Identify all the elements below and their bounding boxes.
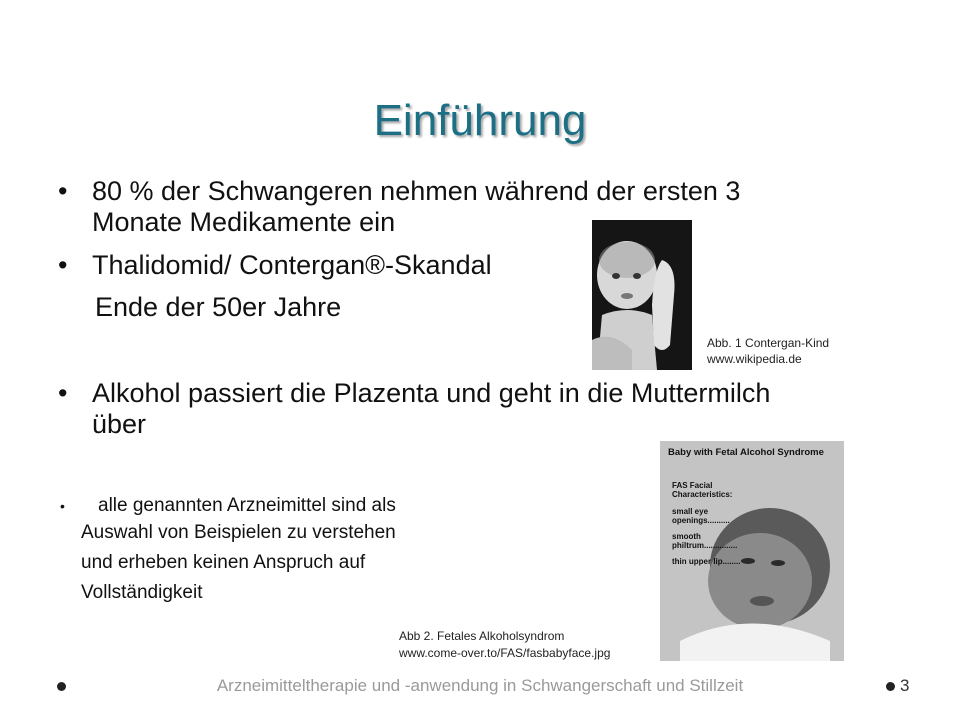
figure1-caption-title: Abb. 1 Contergan-Kind [707,336,830,350]
bullet-medication-stat [58,176,918,242]
small-bullet-continuation: Auswahl von Beispielen zu verstehen [81,522,396,543]
contergan-child-image [592,220,692,370]
bullet-text-line: über [92,409,147,439]
small-bullet-continuation: und erheben keinen Anspruch auf [81,552,366,573]
bullet-alcohol [58,378,918,444]
bullet-marker: • [58,378,68,408]
contergan-child-photo [592,220,692,370]
fas-image-label: Characteristics: [672,490,733,499]
figure1-caption-source: www.wikipedia.de [707,352,802,366]
bullet-marker: • [58,176,68,206]
bullet-text-line: Monate Medikamente ein [92,207,396,237]
figure2-caption [399,628,610,662]
bullet-text-line: Thalidomid/ Contergan®-Skandal [92,250,492,280]
small-bullet-continuation: Vollständigkeit [81,582,203,603]
bullet-text-line: 80 % der Schwangeren nehmen während der ersten 3 [92,176,741,206]
fas-image-header: Baby with Fetal Alcohol Syndrome [668,447,824,458]
slide-footer: Arzneimitteltherapie und -anwendung in Schwangerschaft und Stillzeit [216,676,744,695]
bullet-text-line: Alkohol passiert die Plazenta und geht in die Muttermilch [92,378,771,408]
figure2-caption-source: www.come-over.to/FAS/fasbabyface.jpg [399,646,611,660]
bullet-thalidomide [58,250,618,284]
footer-dot-left [57,682,66,691]
fas-image-label: small eye [672,507,709,516]
fas-image-label: openings.......... [672,516,730,525]
fas-image-label: philtrum............... [672,541,738,550]
fas-baby-photo [660,441,844,661]
figure1-caption [707,335,829,367]
fas-image-label: FAS Facial [672,481,713,490]
plain-text-line: Ende der 50er Jahre [95,292,342,322]
fas-baby-image [660,441,844,661]
bullet-marker: • [60,498,65,514]
footer-dot-right [886,682,895,691]
fas-image-label: smooth [672,532,701,541]
bullet-marker: • [58,250,68,280]
figure2-caption-title: Abb 2. Fetales Alkoholsyndrom [399,629,565,643]
slide-title: Einführung [373,96,587,145]
page-number: 3 [900,676,910,695]
fas-image-label: thin upper lip........ [672,557,741,566]
small-bullet-text: alle genannten Arzneimittel sind als [98,495,396,516]
